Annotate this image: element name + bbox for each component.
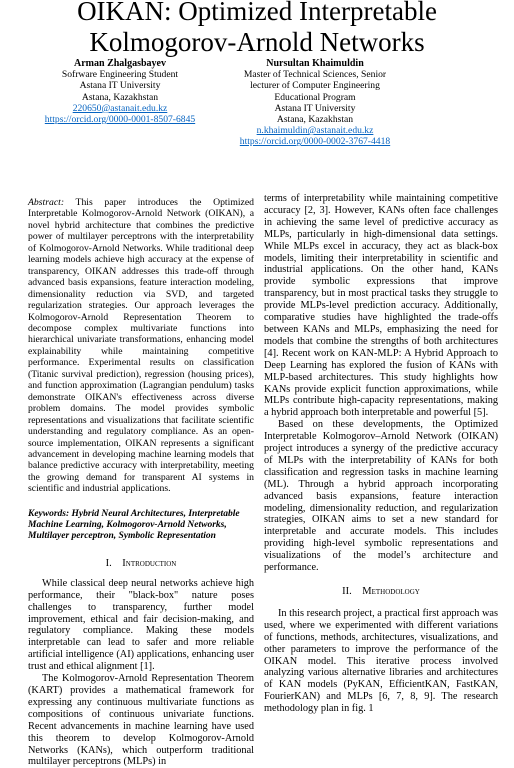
title-line-1: OIKAN: Optimized Interpretable xyxy=(77,0,437,26)
abstract xyxy=(28,197,254,495)
abstract-label: Abstract: xyxy=(28,197,65,208)
keywords: Keywords: Hybrid Neural Architectures, Interpretable Machine Learning, Kolmogorov-Arnold Networks, Multilayer perceptron, Symbolic Representation xyxy=(28,508,240,542)
left-column xyxy=(28,197,254,768)
abstract-text: This paper introduces the Optimized Interpretable Kolmogorov-Arnold Network (OIKAN), a novel hybrid architecture that combines the predictive power of multilayer perceptrons with the interpretability of Kolmogorov-Arnold Networks. While traditional deep learning models achieve high accuracy at the expense of transparency, OIKAN addresses this trade-off through advanced basis expansions, feature interaction modeling, dimensionality reduction via SVD, and targeted regularization strategies. Our approach leverages the Kolmogorov-Arnold Representation Theorem to decompose complex multivariate functions into hierarchical univariate transformations, enhancing model explainability while maintaining competitive performance. Experimental results on classification (Titanic survival prediction), regression (housing prices), and function approximation (Lagrangian pendulum) tasks demonstrate OIKAN's effectiveness across diverse problem domains. The model provides symbolic representations and visualizations that facilitate scientific understanding and regulatory compliance. As an open-source implementation, OIKAN represents a significant advancement in developing machine learning models that balance predictive accuracy with interpretability, meeting the growing demand for transparent AI systems in scientific and industrial applications. xyxy=(28,197,254,495)
section-heading-methodology: II. Methodology xyxy=(342,586,420,597)
author-name: Arman Zhalgasbayev xyxy=(74,58,166,69)
author-affiliation-line: Astana, Kazakhstan xyxy=(276,114,354,126)
intro-paragraph-1: While classical deep neural networks achieve high performance, their "black-box" nature poses challenges to transparency, further model improvement, ethical and fair decision-making, and regulatory compliance. Making these models interpretable can lead to safer and more reliable artificial intelligence (AI) applications, enhancing user trust and ethical alignment [1]. xyxy=(28,577,254,673)
author-orcid-link[interactable]: https://orcid.org/0000-0001-8507-6845 xyxy=(44,114,196,126)
author-affiliation-line: Astana IT University xyxy=(79,80,161,92)
paper-title xyxy=(0,0,514,58)
author-affiliation-line: Astana IT University xyxy=(274,102,356,114)
section-heading-introduction: I. Introduction xyxy=(105,558,177,570)
author-orcid-link[interactable]: https://orcid.org/0000-0002-3767-4418 xyxy=(239,136,391,148)
right-column xyxy=(264,193,498,715)
author-affiliation-line: Sofrware Engineering Student xyxy=(61,69,179,81)
intro-paragraph-3: Based on these developments, the Optimized Interpretable Kolmogorov–Arnold Network (OIKAN) project introduces a synergy of the predictive accuracy of MLPs with the interpretability of KANs for both classification and regression tasks in machine learning (ML). Through a hybrid approach incorporating advanced basis expansions, feature interaction modeling, dimensionality reduction, and regularization strategies, OIKAN aims to set a new standard for interpretable and accurate models. This includes providing high-level symbolic representations and visualizations of the model’s architecture and performance. xyxy=(264,419,498,574)
intro-paragraph-continued: terms of interpretability while maintaining competitive accuracy [2, 3]. However, KANs often face challenges in achieving the same level of predictive accuracy as MLPs, particularly in high-dimensional data settings. While MLPs excel in accuracy, they act as black-box models, limiting their interpretability in scientific and industrial applications. On the other hand, KANs provide symbolic expressions that improve transparency, but in most practical tasks they struggle to provide MLPs-level prediction accuracy. Additionally, comparative studies have highlighted the trade-offs between KANs and MLPs, emphasizing the need for models that combine the strengths of both architectures [4]. Recent work on KAN-MLP: A Hybrid Approach to Deep Learning has explored the fusion of KANs with MLP-based architectures. This study highlights how KANs provide explicit function approximations, while MLPs contribute high-capacity representations, making a hybrid approach both interpretable and powerful [5]. xyxy=(264,193,498,419)
author-name: Nursultan Khaimuldin xyxy=(266,58,364,69)
author-affiliation-line: Educational Program xyxy=(274,91,356,103)
title-line-2: Kolmogorov-Arnold Networks xyxy=(89,27,425,57)
intro-paragraph-2: The Kolmogorov-Arnold Representation Theorem (KART) provides a mathematical framework for expressing any continuous multivariate functions as compositions of continuous univariate functions. Recent advancements in machine learning have used this theorem to develop Kolmogorov-Arnold Networks (KANs), which outperform traditional multilayer perceptrons (MLPs) in xyxy=(28,673,254,768)
author-affiliation-line: Master of Technical Sciences, Senior xyxy=(243,69,387,81)
author-block-2 xyxy=(195,58,435,148)
author-email-link[interactable]: n.khaimuldin@astanait.edu.kz xyxy=(256,125,374,137)
author-affiliation-line: Astana, Kazakhstan xyxy=(81,91,159,103)
author-block-1 xyxy=(25,58,215,125)
methodology-paragraph-1: In this research project, a practical first approach was used, where we experimented with different variations of functions, methods, architectures, visualizations, and other parameters to improve the performance of the OIKAN model. This iterative process involved analyzing various alternative libraries and architectures of KAN models (PyKAN, EfficientKAN, FastKAN, FourierKAN) and MLPs [6, 7, 8, 9]. The research methodology plan in fig. 1 xyxy=(264,607,498,715)
author-email-link[interactable]: 220650@astanait.edu.kz xyxy=(72,102,168,114)
author-affiliation-line: lecturer of Computer Engineering xyxy=(250,80,380,92)
